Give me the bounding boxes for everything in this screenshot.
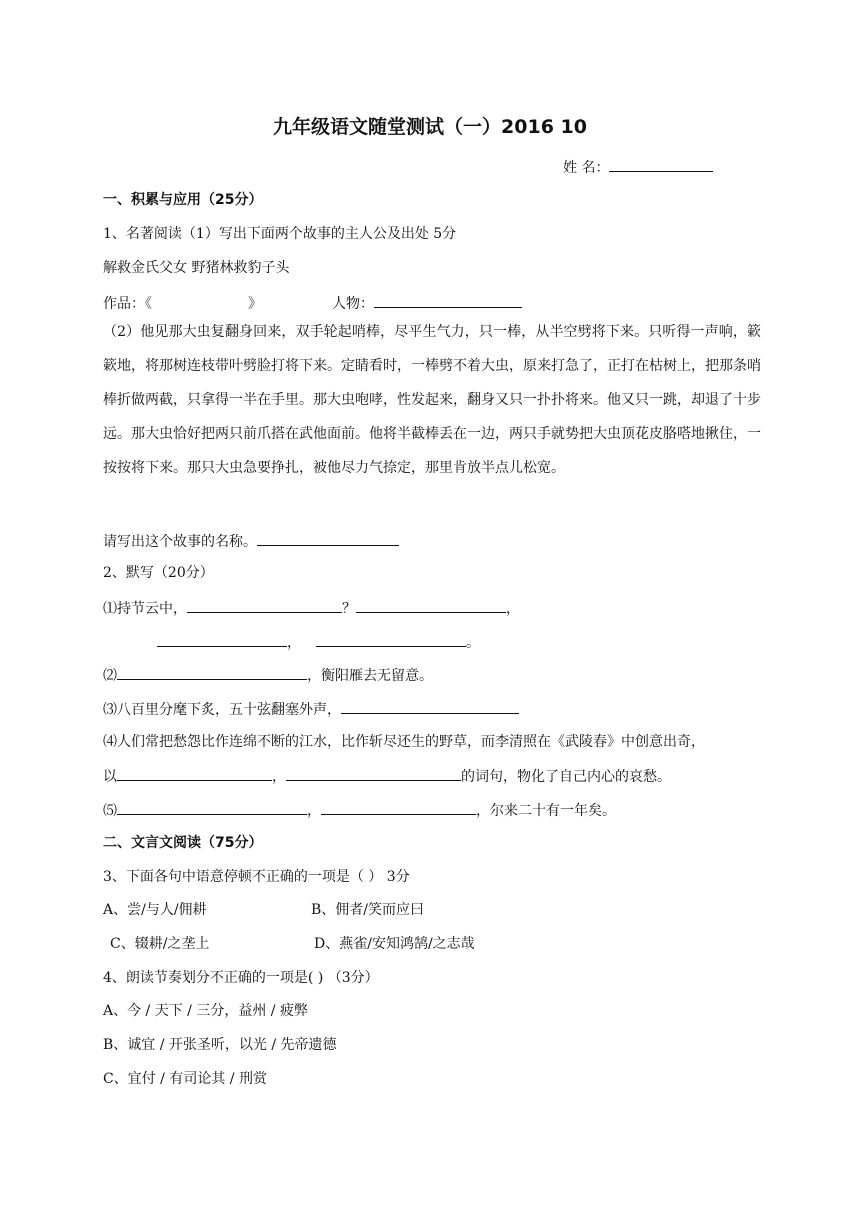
q2-blank-1[interactable]: [187, 597, 342, 613]
q2-blank-7[interactable]: [117, 765, 272, 781]
section-heading-2: 二、文言文阅读（75分）: [103, 835, 263, 851]
q2-l7-prefix: ⑸: [103, 803, 117, 819]
section-heading-1: 一、积累与应用（25分）: [103, 192, 263, 208]
q2-l7-suffix: ，尔来二十有一年矣。: [476, 803, 616, 819]
q3-option-c: C、辍耕/之垄上: [110, 936, 210, 952]
q4-option-a: A、今 / 天下 / 三分，益州 / 疲弊: [103, 1003, 308, 1019]
q2-l3-suffix: ，衡阳雁去无留意。: [307, 668, 433, 684]
q1-passage: （2）他见那大虫复翻身回来，双手轮起哨棒，尽平生气力，只一棒，从半空劈将下来。只听得一声响，簌簌地，将那树连枝带叶劈脸打将下来。定睛看时，一棒劈不着大虫，原来打急了，正打在枯树上，把那条哨棒折做两截，只拿得一半在手里。那大虫咆哮，性发起来，翻身又只一扑扑将来。他又只一跳，却退了十步远。那大虫恰好把两只前爪搭在武他面前。他将半截棒丢在一边，两只手就势把大虫顶花皮胳嗒地揪住，一按按将下来。那只大虫急要挣扎，被他尽力气捺定，那里肯放半点儿松宽。: [103, 324, 761, 476]
page-title: 九年级语文随堂测试（一）2016 10: [273, 116, 587, 138]
q2-l1-end: ，: [506, 601, 520, 617]
work-prefix: 作品：《: [103, 296, 152, 312]
q2-blank-10[interactable]: [321, 799, 476, 815]
work-suffix: 》: [248, 296, 262, 312]
q2-line-2: [157, 631, 480, 653]
q2-l1-mid: ？: [342, 601, 356, 617]
q2-l2-end: 。: [466, 635, 480, 651]
q3-option-d: D、燕雀/安知鸿鹄/之志哉: [314, 936, 475, 952]
q2-l3-prefix: ⑵: [103, 668, 117, 684]
q2-blank-2[interactable]: [356, 597, 506, 613]
q2-intro: 2、默写（20分）: [103, 565, 214, 581]
q2-l2-sep: ，: [287, 635, 301, 651]
q2-l6-prefix: 以: [103, 769, 117, 785]
q2-blank-8[interactable]: [286, 765, 461, 781]
q2-line-7: [103, 799, 616, 821]
name-line: [563, 156, 713, 178]
q1-intro: 1、名著阅读（1）写出下面两个故事的主人公及出处 5分: [103, 226, 457, 242]
q2-line-3: [103, 664, 433, 686]
name-blank[interactable]: [609, 156, 713, 172]
q2-blank-9[interactable]: [117, 799, 307, 815]
q2-l1-prefix: ⑴持节云中，: [103, 601, 187, 617]
q2-blank-6[interactable]: [341, 698, 519, 714]
story-name-blank[interactable]: [257, 530, 399, 546]
q2-blank-4[interactable]: [316, 631, 466, 647]
q3-option-b: B、佣者/笑而应曰: [311, 902, 425, 918]
q2-line-5: ⑷人们常把愁怨比作连绵不断的江水，比作斩尽还生的野草，而李清照在《武陵春》中创意出奇，: [103, 734, 705, 750]
q1-stories: 解救金氏父女 野猪林救豹子头: [103, 260, 290, 276]
q4-intro: 4、朗读节奏划分不正确的一项是( ) （3分）: [103, 970, 379, 986]
q1-ask-line: [103, 530, 399, 552]
q2-l7-mid: ，: [307, 803, 321, 819]
q2-line-1: [103, 597, 520, 619]
person-blank[interactable]: [374, 292, 522, 308]
q2-l4: ⑶八百里分麾下炙，五十弦翻塞外声，: [103, 702, 341, 718]
name-label: 姓 名：: [563, 160, 610, 176]
q2-l6-mid: ，: [272, 769, 286, 785]
q3-option-a: A、尝/与人/佣耕: [103, 902, 207, 918]
q4-option-b: B、诚宜 / 开张圣听，以光 / 先帝遗德: [103, 1037, 337, 1053]
q2-blank-3[interactable]: [157, 631, 287, 647]
q2-blank-5[interactable]: [117, 664, 307, 680]
q2-line-4: [103, 698, 519, 720]
q3-intro: 3、下面各句中语意停顿不正确的一项是（ ） 3分: [103, 869, 410, 885]
q1-work-line: [103, 292, 522, 314]
q1-ask: 请写出这个故事的名称。: [103, 534, 257, 550]
q2-line-6: [103, 765, 671, 787]
q2-l6-suffix: 的词句，物化了自己内心的哀愁。: [461, 769, 671, 785]
person-label: 人物：: [332, 296, 374, 312]
q4-option-c: C、宜付 / 有司论其 / 刑赏: [103, 1071, 267, 1087]
